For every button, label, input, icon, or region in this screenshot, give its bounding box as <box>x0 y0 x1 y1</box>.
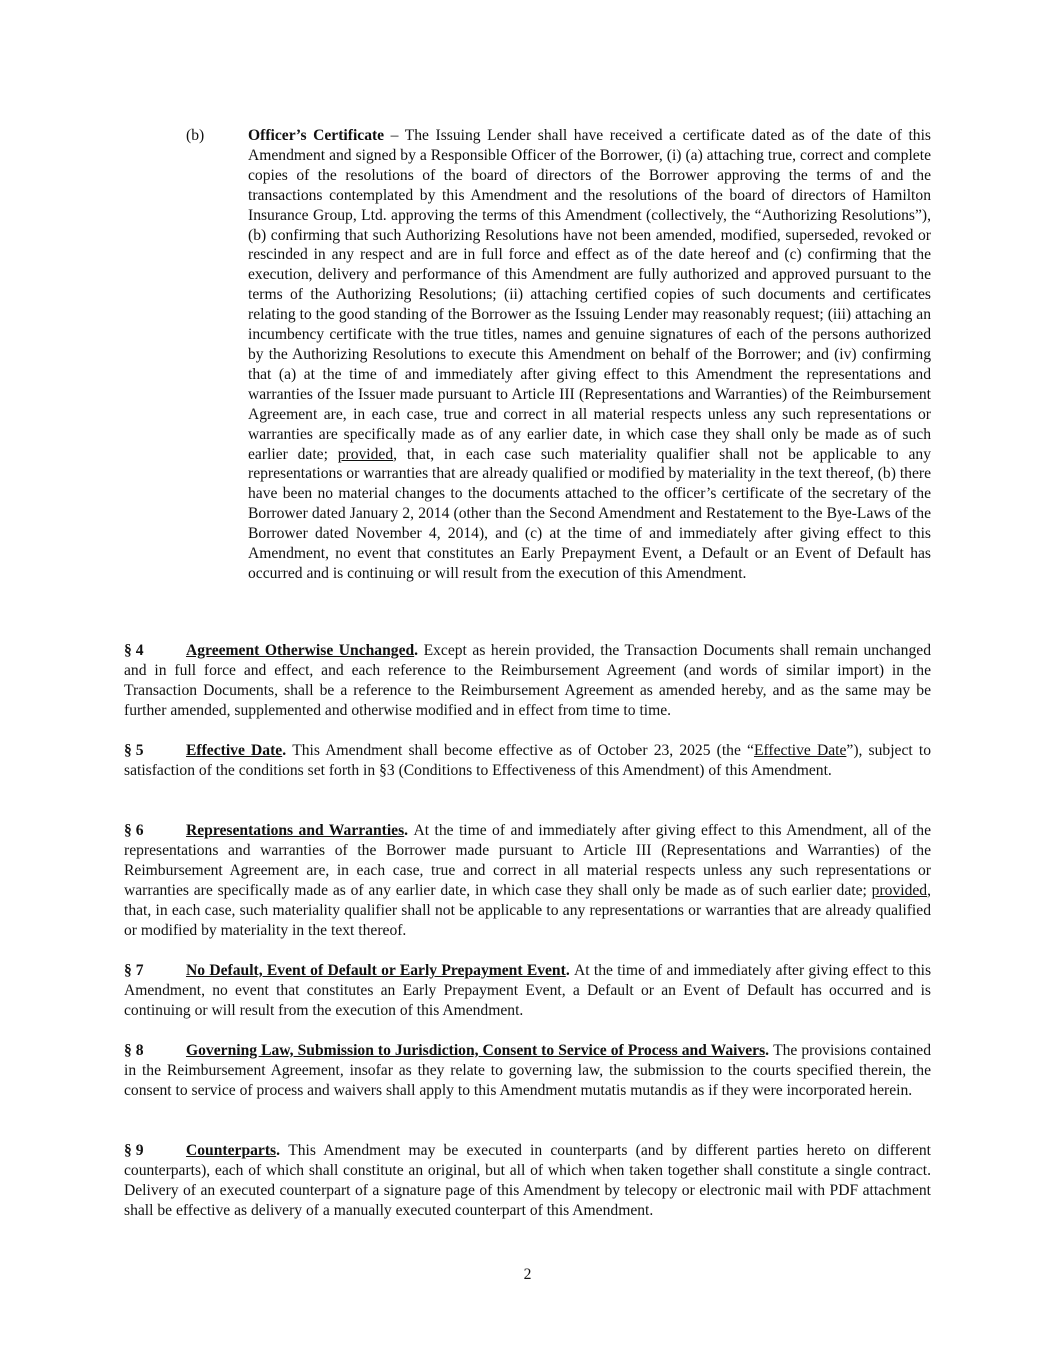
section-7-text: At the time of and immediately after giving effect to this Amendment, no event that constitutes an Early Prepayment Event, a Default or an Event of Default has occurred and is continuing or will result from the execution of this Amendment. <box>124 962 932 1019</box>
subsection-b-text-2: , that, in each case such materiality qualifier shall not be applicable to any representations or warranties that are already qualified or modified by materiality in the text thereof, (b) there have been no material changes to the documents attached to the officer’s certificate of the secretary of the Borrower dated January 2, 2014 (other than the Second Amendment and Restatement to the Bye-Laws of the Borrower dated November 4, 2014), and (c) at the time of and immediately after giving effect to this Amendment, no event that constitutes an Early Prepayment Event, a Default or an Event of Default has occurred and is continuing or will result from the execution of this Amendment. <box>248 445 931 582</box>
page-number: 2 <box>523 1266 532 1283</box>
section-5-text-1: This Amendment shall become effective as of October 23, 2025 (the “ <box>292 742 754 759</box>
section-4-number: § 4 <box>124 642 144 659</box>
section-6-text-1: At the time of and immediately after giving effect to this Amendment, all of the representations and warranties of the Borrower made pursuant to Article III (Representations and Warranties) of the Reimbursement Agreement are, in each case, true and correct in all material respects unless any such representations or warranties are specifically made as of any earlier date, in which case they shall only be made as of such earlier date; <box>124 822 931 899</box>
section-5-number: § 5 <box>124 742 144 759</box>
section-9: § 9 Counterparts. This Amendment may be executed in counterparts (and by different parties hereto on different counterparts), each of which shall constitute an original, but all of which when taken together shall constitute a single contract. Delivery of an executed counterpart of a signature page of this Amendment by telecopy or electronic mail with PDF attachment shall be effective as delivery of a manually executed counterpart of this Amendment. <box>124 1142 931 1219</box>
section-7: § 7 No Default, Event of Default or Early Prepayment Event. At the time of and immediately after giving effect to this Amendment, no event that constitutes an Early Prepayment Event, a Default or an Event of Default has occurred and is continuing or will result from the execution of this Amendment. <box>124 962 932 1019</box>
section-8-heading: Governing Law, Submission to Jurisdiction, Consent to Service of Process and Waivers <box>186 1042 766 1059</box>
section-6-heading: Representations and Warranties <box>186 822 405 839</box>
section-5-heading: Effective Date <box>186 742 283 759</box>
subsection-b-heading: Officer’s Certificate <box>248 127 385 144</box>
section-5: § 5 Effective Date. This Amendment shall become effective as of October 23, 2025 (the “Effective Date”), subject to satisfaction of the conditions set forth in §3 (Conditions to Effectiveness of this Amendment) of this Amendment. <box>124 742 931 779</box>
section-7-heading: No Default, Event of Default or Early Prepayment Event <box>186 962 566 979</box>
section-8: § 8 Governing Law, Submission to Jurisdiction, Consent to Service of Process and Waivers. The provisions contained in the Reimbursement Agreement, insofar as they relate to governing law, the submission to the courts specified therein, the consent to service of process and waivers shall apply to this Amendment mutatis mutandis as if they were incorporated herein. <box>124 1042 932 1099</box>
subsection-b-officers-certificate <box>248 126 931 584</box>
section-9-heading: Counterparts <box>186 1142 277 1159</box>
section-5-text-2: ”), subject to satisfaction of the conditions set forth in §3 (Conditions to Effectiveness of this Amendment) of this Amendment. <box>124 742 931 779</box>
subsection-b-provided: provided <box>337 445 394 463</box>
section-6-provided: provided <box>871 881 928 899</box>
section-9-text: This Amendment may be executed in counterparts (and by different parties hereto on different counterparts), each of which shall constitute an original, but all of which when taken together shall constitute a single contract. Delivery of an executed counterpart of a signature page of this Amendment by telecopy or electronic mail with PDF attachment shall be effective as delivery of a manually executed counterpart of this Amendment. <box>124 1142 931 1219</box>
section-4: § 4 Agreement Otherwise Unchanged. Except as herein provided, the Transaction Documents shall remain unchanged and in full force and effect, and each reference to the Reimbursement Agreement (and words of similar import) in the Transaction Documents, shall be a reference to the Reimbursement Agreement as amended hereby, and as the same may be further amended, supplemented and otherwise modified and in effect from time to time. <box>124 642 931 719</box>
section-4-heading: Agreement Otherwise Unchanged <box>186 642 415 659</box>
section-8-text: The provisions contained in the Reimbursement Agreement, insofar as they relate to governing law, the submission to the courts specified therein, the consent to service of process and waivers shall apply to this Amendment mutatis mutandis as if they were incorporated herein. <box>124 1042 932 1099</box>
subsection-b-label: (b) <box>186 127 205 144</box>
section-5-defined-term: Effective Date <box>753 742 847 759</box>
section-8-number: § 8 <box>124 1042 144 1059</box>
section-4-text: Except as herein provided, the Transaction Documents shall remain unchanged and in full force and effect, and each reference to the Reimbursement Agreement (and words of similar import) in the Transaction Documents, shall be a reference to the Reimbursement Agreement as amended hereby, and as the same may be further amended, supplemented and otherwise modified and in effect from time to time. <box>124 642 931 719</box>
section-6-text-2: , that, in each case, such materiality qualifier shall not be applicable to any representations or warranties that are already qualified or modified by materiality in the text thereof. <box>124 881 931 939</box>
section-7-number: § 7 <box>124 962 144 979</box>
subsection-b-text-1: – The Issuing Lender shall have received a certificate dated as of the date of this Amendment and signed by a Responsible Officer of the Borrower, (i) (a) attaching true, correct and complete copies of the resolutions of the board of directors of the Borrower approving the terms of and the transactions contemplated by this Amendment and the resolutions of the board of directors of Hamilton Insurance Group, Ltd. approving the terms of this Amendment (collectively, the “Authorizing Resolutions”), (b) confirming that such Authorizing Resolutions have not been amended, modified, superseded, revoked or rescinded in any respect and are in full force and effect as of the date hereof and (c) confirming that the execution, delivery and performance of this Amendment are fully authorized and approved pursuant to the terms of the Authorizing Resolutions; (ii) attaching certified copies of such documents and certificates relating to the good standing of the Borrower as the Issuing Lender may reasonably request; (iii) attaching an incumbency certificate with the true titles, names and genuine signatures of each of the persons authorized by the Authorizing Resolutions to execute this Amendment on behalf of the Borrower; and (iv) confirming that (a) at the time of and immediately after giving effect to this Amendment the representations and warranties of the Issuer made pursuant to Article III (Representations and Warranties) of the Reimbursement Agreement are, in each case, true and correct in all material respects unless any such representations or warranties are specifically made as of any earlier date, in which case they shall only be made as of such earlier date; <box>248 127 931 463</box>
section-6-number: § 6 <box>124 822 144 839</box>
section-6: § 6 Representations and Warranties. At the time of and immediately after giving effect to this Amendment, all of the representations and warranties of the Borrower made pursuant to Article III (Representations and Warranties) of the Reimbursement Agreement are, in each case, true and correct in all material respects unless any such representations or warranties are specifically made as of any earlier date, in which case they shall only be made as of such earlier date; provided, that, in each case, such materiality qualifier shall not be applicable to any representations or warranties that are already qualified or modified by materiality in the text thereof. <box>124 822 931 939</box>
section-9-number: § 9 <box>124 1142 144 1159</box>
